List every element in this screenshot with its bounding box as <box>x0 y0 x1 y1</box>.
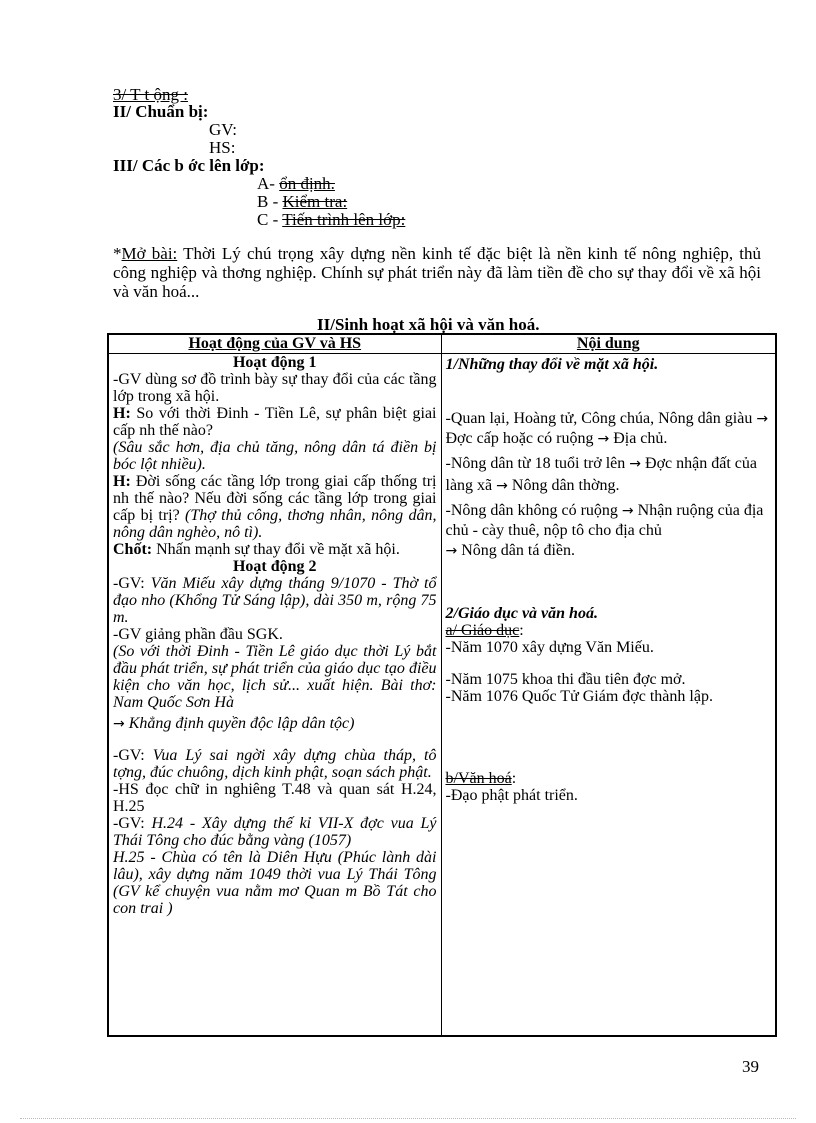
page-number: 39 <box>742 1057 759 1076</box>
col-activities-header: Hoạt động của GV và HS <box>108 334 441 354</box>
section-preparation: II/ Chuẩn bị: <box>113 102 209 121</box>
gv-buddhism: -GV: Vua Lý sai ngời xây dựng chùa tháp, tô tợng, đúc chuông, dịch kinh phật, soạn sách phật. <box>113 747 437 781</box>
content-cell <box>441 354 776 1037</box>
lesson-table <box>107 333 777 1037</box>
gv-van-mieu: -GV: Văn Miếu xây dựng tháng 9/1070 - Thờ tổ đạo nho (Khổng Tử Sáng lập), dài 350 m, rộng 75 m. <box>113 575 437 626</box>
objective-3: 3/ T t ộng : <box>113 85 188 104</box>
gv-h24: -GV: H.24 - Xây dựng thế kỉ VII-X đợc vua Lý Thái Tông cho đúc bằng vàng (1057) <box>113 815 437 849</box>
content-1-c: -Nông dân không có ruộng → Nhận ruộng của địa chủ - cày thuê, nộp tô cho địa chủ → Nông dân tá điền. <box>445 502 764 559</box>
activities-cell <box>108 354 441 1037</box>
page-bottom-rule <box>20 1118 796 1119</box>
education-label: a/ Giáo dục: <box>445 622 524 639</box>
question-1: H: So với thời Đinh - Tiền Lê, sự phân biệt giai cấp nh thế nào? <box>113 405 437 439</box>
arrow-icon: → <box>629 456 642 472</box>
arrow-icon: → <box>597 431 610 447</box>
section-steps: III/ Các b ớc lên lớp: <box>113 156 265 175</box>
arrow-icon: → <box>756 411 769 427</box>
gv-lecture-note-end: → Khẳng định quyền độc lập dân tộc) <box>113 715 355 732</box>
education-1: -Năm 1070 xây dựng Văn Miếu. <box>445 639 654 656</box>
table-row <box>108 354 776 1037</box>
arrow-icon: → <box>496 478 508 494</box>
arrow-icon: → <box>621 503 634 519</box>
content-1-b: -Nông dân từ 18 tuổi trở lên → Đợc nhận đất của làng xã → Nông dân thờng. <box>445 455 757 494</box>
culture-1: -Đạo phật phát triển. <box>445 787 578 804</box>
arrow-icon: → <box>445 543 458 559</box>
arrow-icon: → <box>113 716 125 732</box>
step-c: C - Tiến trình lên lớp: <box>257 210 406 229</box>
content-1-a: -Quan lại, Hoàng tử, Công chúa, Nông dân giàu → Đợc cấp hoặc có ruộng → Địa chủ. <box>445 410 769 447</box>
education-3: -Năm 1076 Quốc Tử Giám đợc thành lập. <box>445 688 713 705</box>
intro-paragraph: *Mở bài: Thời Lý chú trọng xây dựng nền kinh tế đặc biệt là nền kinh tế nông nghiệp, thủ công nghiệp và thơng nghiệp. Chính sự phát triển này đã làm tiền đề cho sự thay đổi về xã hội và văn hoá... <box>113 244 761 301</box>
conclusion: Chốt: Nhấn mạnh sự thay đổi về mặt xã hội. <box>113 541 400 558</box>
gv-lecture: -GV giảng phần đầu SGK. <box>113 626 283 643</box>
col-content-header: Nội dung <box>441 334 776 354</box>
content-1-title: 1/Những thay đổi về mặt xã hội. <box>445 356 659 373</box>
hs-reading: -HS đọc chữ in nghiêng T.48 và quan sát H.24, H.25 <box>113 781 437 815</box>
section-title: II/Sinh hoạt xã hội và văn hoá. <box>317 315 540 334</box>
question-2: H: Đời sống các tầng lớp trong giai cấp thống trị nh thế nào? Nếu đời sống các tầng lớp trong giai cấp bị trị? (Thợ thủ công, thơng nhân, nông dân, nông dân nghèo, nô tì). <box>113 473 437 541</box>
gv-lecture-note: (So với thời Đinh - Tiền Lê giáo dục thời Lý bắt đầu phát triển, sự phát triển của giáo dục tạo điều kiện cho văn học, lịch sử... xuất hiện. Bài thơ: Nam Quốc Sơn Hà <box>113 643 437 711</box>
answer-1: (Sâu sắc hơn, địa chủ tăng, nông dân tá điền bị bóc lột nhiều). <box>113 439 437 473</box>
table-header-row <box>108 334 776 354</box>
content-2-title: 2/Giáo dục và văn hoá. <box>445 605 598 622</box>
step-b: B - Kiểm tra: <box>257 192 348 211</box>
activity-1-title: Hoạt động 1 <box>232 354 317 371</box>
prep-hs: HS: <box>209 138 236 157</box>
education-2: -Năm 1075 khoa thi đầu tiên đợc mở. <box>445 671 686 688</box>
step-a: A- ổn định. <box>257 174 335 193</box>
prep-gv: GV: <box>209 120 238 139</box>
activity-1-line: -GV dùng sơ đồ trình bày sự thay đổi của các tầng lớp trong xã hội. <box>113 371 437 405</box>
gv-h25: H.25 - Chùa có tên là Diên Hựu (Phúc lành dài lâu), xây dựng năm 1049 thời vua Lý Thái Tông (GV kể chuyện vua nằm mơ Quan m Bồ Tát cho con trai ) <box>113 849 437 917</box>
culture-label: b/Văn hoá: <box>445 770 517 787</box>
activity-2-title: Hoạt động 2 <box>232 558 317 575</box>
